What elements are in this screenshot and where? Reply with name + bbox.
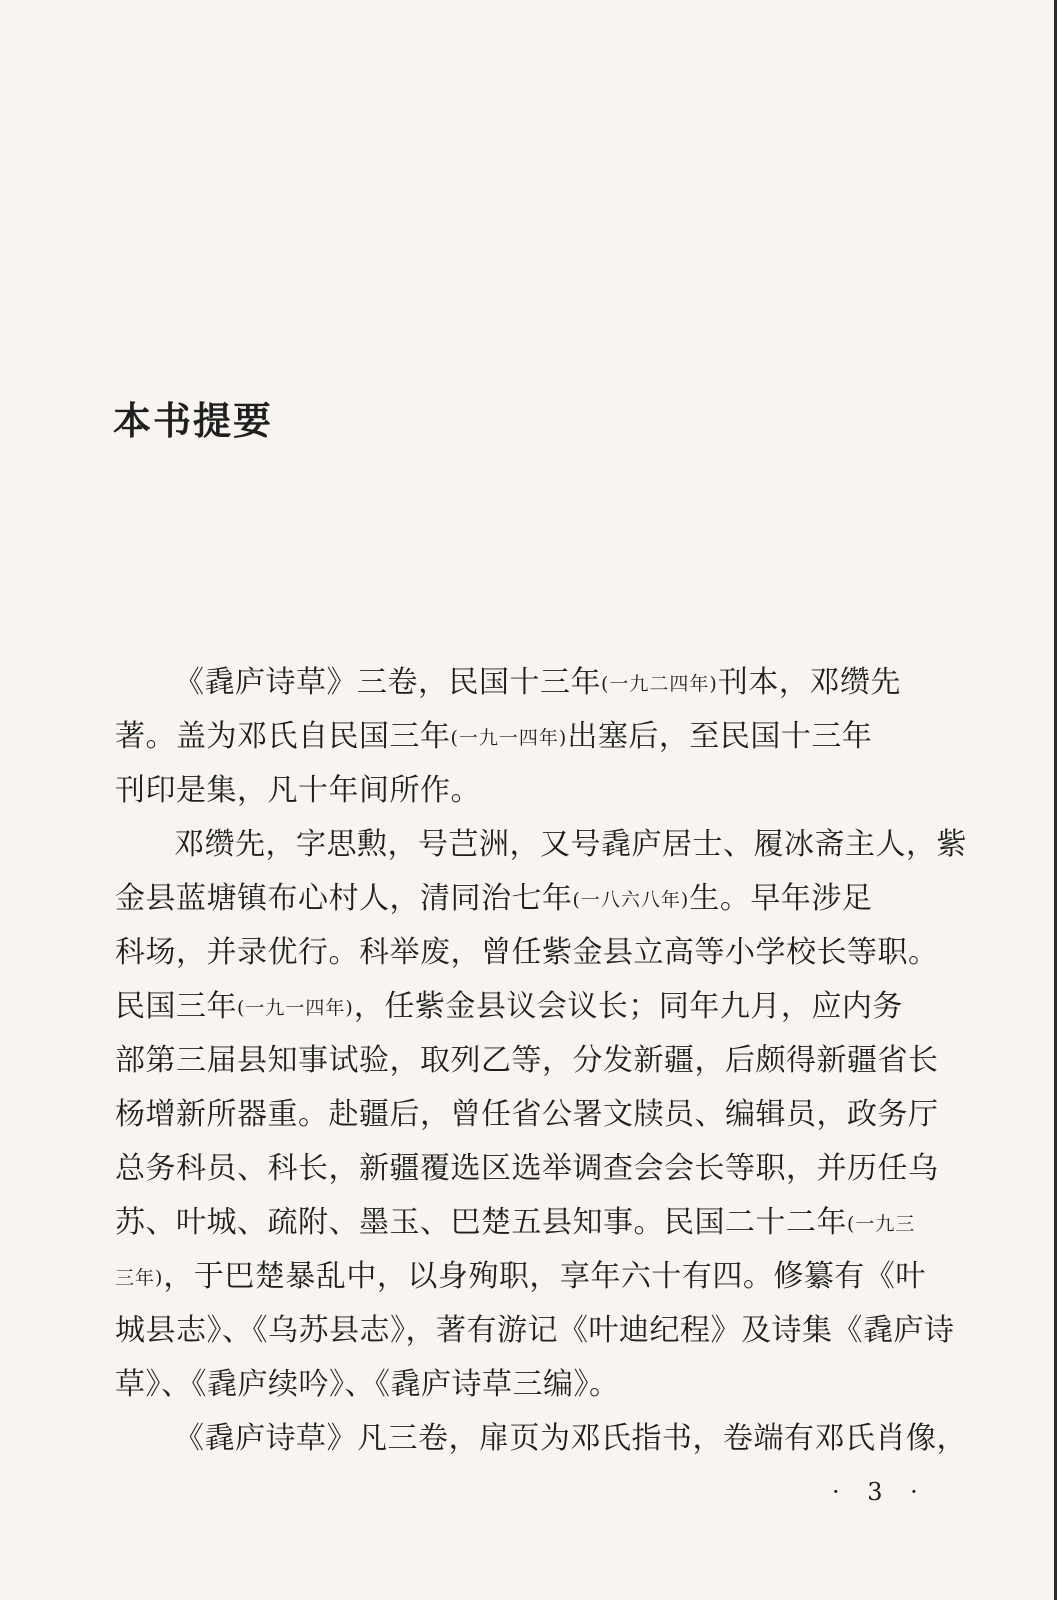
paragraph-1-line-3: [115, 774, 945, 828]
paragraph-2-line-7: [115, 1152, 945, 1206]
text-run: 苏、叶城、疏附、墨玉、巴楚五县知事。民国二十二年: [115, 1205, 847, 1240]
text-run: 科场，并录优行。科举废，曾任紫金县立高等小学校长等职。: [115, 935, 939, 970]
year-annotation: (一九一四年): [450, 727, 568, 749]
text-run: 《毳庐诗草》三卷，民国十三年: [174, 665, 601, 700]
paragraph-2-line-3: [115, 936, 945, 990]
paragraph-2-line-4: [115, 990, 945, 1044]
body-text: [115, 665, 967, 1476]
year-annotation: (一九三: [847, 1213, 916, 1235]
year-annotation: (一九一四年): [237, 997, 354, 1019]
paragraph-2-line-1: [115, 827, 967, 882]
paragraph-2-line-11: [115, 1368, 945, 1422]
paragraph-2-line-10: [115, 1313, 955, 1368]
text-run: 刊印是集，凡十年间所作。: [115, 773, 481, 808]
year-annotation: 三年): [115, 1267, 164, 1289]
text-run: ，于巴楚暴乱中，以身殉职，享年六十有四。修纂有《叶: [163, 1259, 926, 1294]
text-run: 杨增新所器重。赴疆后，曾任省公署文牍员、编辑员，政务厅: [115, 1097, 939, 1132]
text-run: 城县志》、《乌苏县志》，著有游记《叶迪纪程》及诗集《毳庐诗: [115, 1313, 955, 1348]
text-run: 草》、《毳庐续吟》、《毳庐诗草三编》。: [115, 1367, 620, 1402]
paragraph-2-line-2: [115, 882, 945, 936]
text-run: 出塞后，至民国十三年: [567, 719, 873, 754]
paragraph-1-line-2: [115, 720, 945, 774]
text-run: 著。盖为邓氏自民国三年: [115, 719, 451, 754]
paragraph-3-line-1: [115, 1421, 967, 1476]
paragraph-2-line-9: [115, 1260, 945, 1314]
text-run: 《毳庐诗草》凡三卷，扉页为邓氏指书，卷端有邓氏肖像，: [174, 1421, 967, 1456]
year-annotation: (一八六八年): [572, 889, 690, 911]
text-run: 刊本，邓缵先: [717, 665, 901, 700]
text-run: 生。早年涉足: [689, 881, 873, 916]
text-run: 民国三年: [115, 989, 237, 1024]
text-run: 总务科员、科长，新疆覆选区选举调查会会长等职，并历任乌: [115, 1151, 939, 1186]
paragraph-2-line-5: [115, 1044, 945, 1098]
year-annotation: (一九二四年): [601, 673, 718, 695]
text-run: 邓缵先，字思勲，号芑洲，又号毳庐居士、履冰斋主人，紫: [174, 827, 967, 862]
text-run: 部第三届县知事试验，取列乙等，分发新疆，后颇得新疆省长: [115, 1043, 939, 1078]
section-heading: 本书提要: [113, 398, 274, 443]
text-run: 金县蓝塘镇布心村人，清同治七年: [115, 881, 573, 916]
paragraph-1-line-1: [115, 666, 945, 720]
paragraph-2-line-8: [115, 1206, 945, 1260]
paragraph-2-line-6: [115, 1098, 945, 1152]
text-run: ，任紫金县议会议长；同年九月，应内务: [353, 989, 903, 1024]
page-number: · 3 ·: [832, 1478, 928, 1506]
